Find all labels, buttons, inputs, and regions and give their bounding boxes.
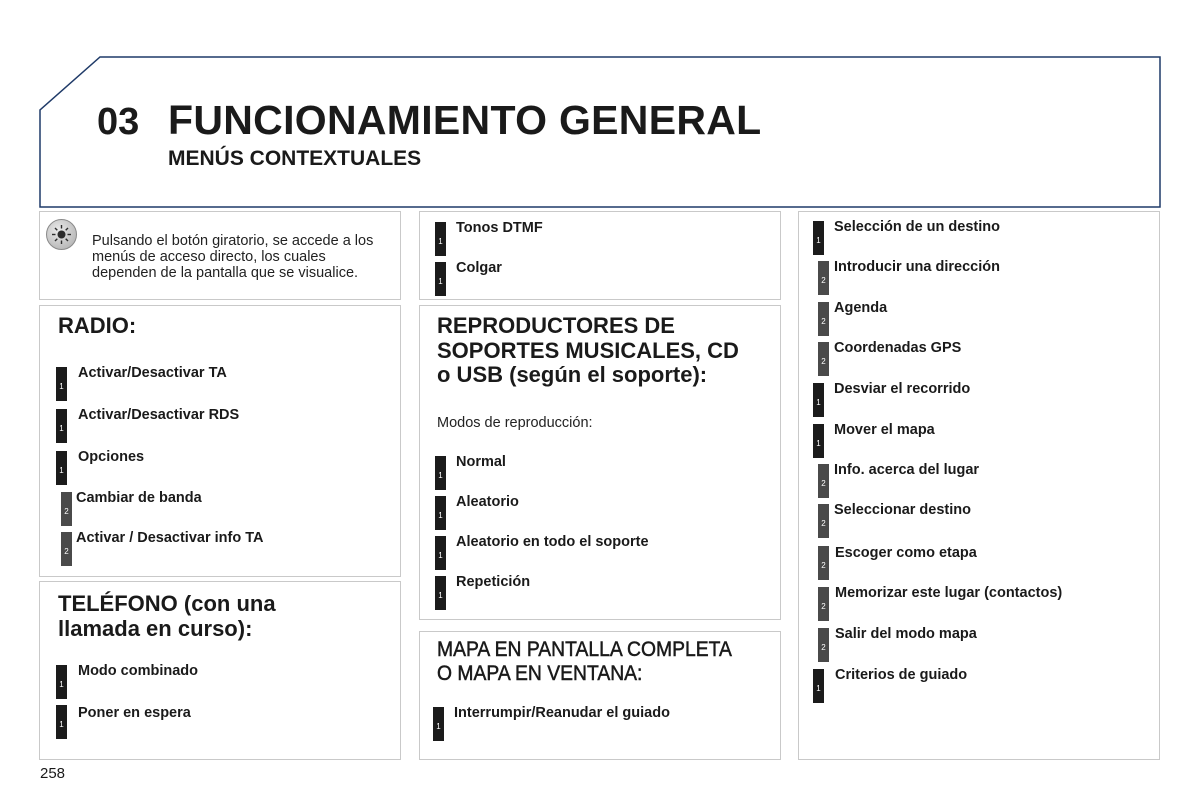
menu-item[interactable]: Modo combinado <box>78 663 199 679</box>
menu-item[interactable]: Seleccionar destino <box>834 502 971 518</box>
menu-item[interactable]: Salir del modo mapa <box>835 626 977 642</box>
menu-item[interactable]: Escoger como etapa <box>835 545 977 561</box>
level-badge: 1 <box>435 576 446 610</box>
map-heading-line2: O MAPA EN VENTANA: <box>437 662 643 685</box>
level-badge: 1 <box>56 367 67 401</box>
menu-item[interactable]: Interrumpir/Reanudar el guiado <box>454 705 670 721</box>
level-badge: 1 <box>813 424 824 458</box>
menu-item[interactable]: Selección de un destino <box>834 219 1000 235</box>
menu-item[interactable]: Coordenadas GPS <box>834 340 962 356</box>
level-badge: 1 <box>813 383 824 417</box>
media-heading-line1: REPRODUCTORES DE <box>437 313 675 338</box>
menu-item[interactable]: Activar/Desactivar TA <box>78 365 227 381</box>
level-badge: 1 <box>56 451 67 485</box>
modes-label: Modos de reproducción: <box>437 415 593 431</box>
level-badge: 2 <box>818 261 829 295</box>
level-badge: 1 <box>435 222 446 256</box>
level-badge: 2 <box>61 532 72 566</box>
menu-item[interactable]: Aleatorio en todo el soporte <box>456 534 649 550</box>
menu-item[interactable]: Criterios de guiado <box>835 667 968 683</box>
level-badge: 2 <box>818 587 829 621</box>
radio-heading: RADIO: <box>58 313 137 338</box>
menu-item[interactable]: Memorizar este lugar (contactos) <box>835 585 1063 601</box>
map-heading-line1: MAPA EN PANTALLA COMPLETA <box>437 638 732 661</box>
menu-item[interactable]: Agenda <box>834 300 888 316</box>
level-badge: 2 <box>818 504 829 538</box>
level-badge: 1 <box>433 707 444 741</box>
intro-text: Pulsando el botón giratorio, se accede a los menús de acceso directo, los cuales dependen de la pantalla que se visualice. <box>92 233 374 281</box>
level-badge: 1 <box>435 536 446 570</box>
level-badge: 2 <box>818 464 829 498</box>
phone-heading-line2: llamada en curso): <box>58 616 253 641</box>
level-badge: 1 <box>56 409 67 443</box>
menu-item[interactable]: Aleatorio <box>456 494 519 510</box>
menu-item[interactable]: Cambiar de banda <box>76 490 202 506</box>
menu-item[interactable]: Info. acerca del lugar <box>834 462 980 478</box>
level-badge: 1 <box>435 456 446 490</box>
menu-item[interactable]: Opciones <box>78 449 145 465</box>
level-badge: 1 <box>435 496 446 530</box>
menu-item[interactable]: Desviar el recorrido <box>834 381 971 397</box>
menu-item[interactable]: Tonos DTMF <box>456 220 543 236</box>
level-badge: 2 <box>818 302 829 336</box>
page-title: FUNCIONAMIENTO GENERAL <box>168 97 762 143</box>
level-badge: 1 <box>813 221 824 255</box>
menu-item[interactable]: Activar / Desactivar info TA <box>76 530 264 546</box>
page-subtitle: MENÚS CONTEXTUALES <box>168 147 422 170</box>
media-heading-line2: SOPORTES MUSICALES, CD <box>437 338 739 363</box>
menu-item[interactable]: Activar/Desactivar RDS <box>78 407 240 423</box>
menu-item[interactable]: Normal <box>456 454 506 470</box>
menu-item[interactable]: Mover el mapa <box>834 422 935 438</box>
menu-item[interactable]: Repetición <box>456 574 531 590</box>
level-badge: 2 <box>818 342 829 376</box>
rotary-knob-icon <box>46 219 77 250</box>
level-badge: 2 <box>818 546 829 580</box>
level-badge: 1 <box>56 705 67 739</box>
level-badge: 2 <box>61 492 72 526</box>
level-badge: 1 <box>813 669 824 703</box>
chapter-number: 03 <box>97 101 140 143</box>
level-badge: 1 <box>56 665 67 699</box>
menu-item[interactable]: Colgar <box>456 260 502 276</box>
page-number: 258 <box>40 765 66 782</box>
media-heading-line3: o USB (según el soporte): <box>437 362 708 387</box>
level-badge: 2 <box>818 628 829 662</box>
menu-item[interactable]: Introducir una dirección <box>834 259 1000 275</box>
level-badge: 1 <box>435 262 446 296</box>
menu-item[interactable]: Poner en espera <box>78 705 191 721</box>
phone-heading-line1: TELÉFONO (con una <box>58 591 276 616</box>
